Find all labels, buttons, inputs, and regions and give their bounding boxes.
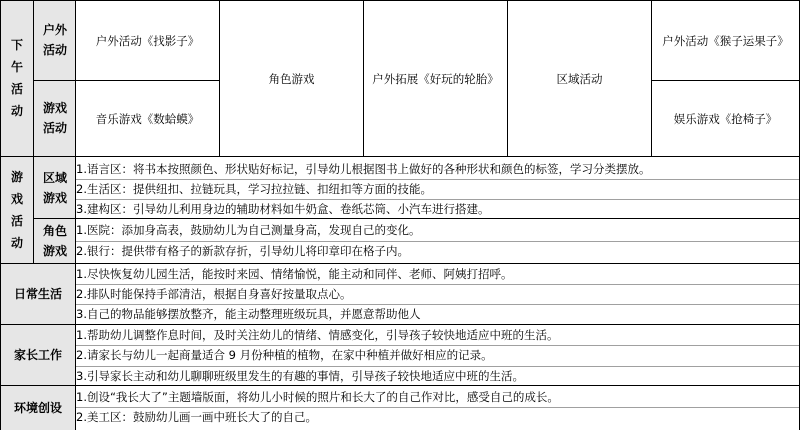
role-play-cell: 角色游戏 <box>268 71 315 86</box>
outdoor-label: 户外活动 <box>42 23 67 57</box>
entertainment-game-5: 娱乐游戏《抢椅子》 <box>673 111 778 126</box>
row-divider-game-activities <box>0 263 800 264</box>
role-line-1: 1.医院：添加身高表，鼓励幼儿为自己测量身高，发现自己的变化。 <box>76 223 421 237</box>
outdoor-activity-1: 户外活动《找影子》 <box>95 33 200 48</box>
games-label: 游戏活动 <box>42 101 67 135</box>
daily-life-label: 日常生活 <box>13 287 62 301</box>
daily-life-line-2: 2.排队时能保持手部清洁，根据自身喜好按量取点心。 <box>76 287 352 301</box>
parent-work-line-3: 3.引导家长主动和幼儿聊聊班级里发生的有趣的事情，引导孩子较快地适应中班的生活。 <box>76 369 524 383</box>
role-line-2: 2.银行：提供带有格子的新款存折，引导幼儿将印章印在格子内。 <box>76 244 409 258</box>
environment-line-1: 1.创设“我长大了”主题墙版面，将幼儿小时候的照片和长大了的自己作对比，感受自己的成长。 <box>76 390 559 404</box>
col-divider-sublabel <box>33 0 34 263</box>
area-line-3: 3.建构区：引导幼儿利用身边的辅助材料如牛奶盒、卷纸芯筒、小汽车进行搭建。 <box>76 202 490 216</box>
parent-work-label: 家长工作 <box>13 348 62 362</box>
area-game-label: 区域游戏 <box>42 171 67 205</box>
afternoon-label: 下午活动 <box>10 38 23 118</box>
parent-work-line-2: 2.请家长与幼儿一起商量适合 9 月份种植的植物，在家中种植并做好相应的记录。 <box>76 348 493 362</box>
environment-line-2: 2.美工区：鼓励幼儿画一画中班长大了的自己。 <box>76 410 317 424</box>
row-divider-afternoon <box>0 156 800 157</box>
game-activities-label: 游戏活动 <box>10 170 23 250</box>
parent-work-line-1: 1.帮助幼儿调整作息时间，及时关注幼儿的情绪、情感变化，引导孩子较快地适应中班的生活。 <box>76 328 559 342</box>
area-line-2: 2.生活区：提供纽扣、拉链玩具，学习拉拉链、扣纽扣等方面的技能。 <box>76 182 432 196</box>
area-line-1: 1.语言区：将书本按照颜色、形状贴好标记，引导幼儿根据图书上做好的各种形状和颜色的标签，学习分类摆放。 <box>76 162 651 176</box>
area-activity-cell: 区域活动 <box>556 71 603 86</box>
daily-life-line-1: 1.尽快恢复幼儿园生活，能按时来园、情绪愉悦，能主动和同伴、老师、阿姨打招呼。 <box>76 267 513 281</box>
environment-label: 环境创设 <box>13 401 62 415</box>
music-game-1: 音乐游戏《数蛤蟆》 <box>95 111 200 126</box>
role-game-label: 角色游戏 <box>42 224 67 258</box>
daily-life-line-3: 3.自己的物品能够摆放整齐，能主动整理班级玩具，并愿意帮助他人 <box>76 307 421 321</box>
outdoor-activity-5: 户外活动《猴子运果子》 <box>662 33 789 48</box>
outdoor-expansion-cell: 户外拓展《好玩的轮胎》 <box>372 71 499 86</box>
row-divider-daily-life <box>0 324 800 325</box>
